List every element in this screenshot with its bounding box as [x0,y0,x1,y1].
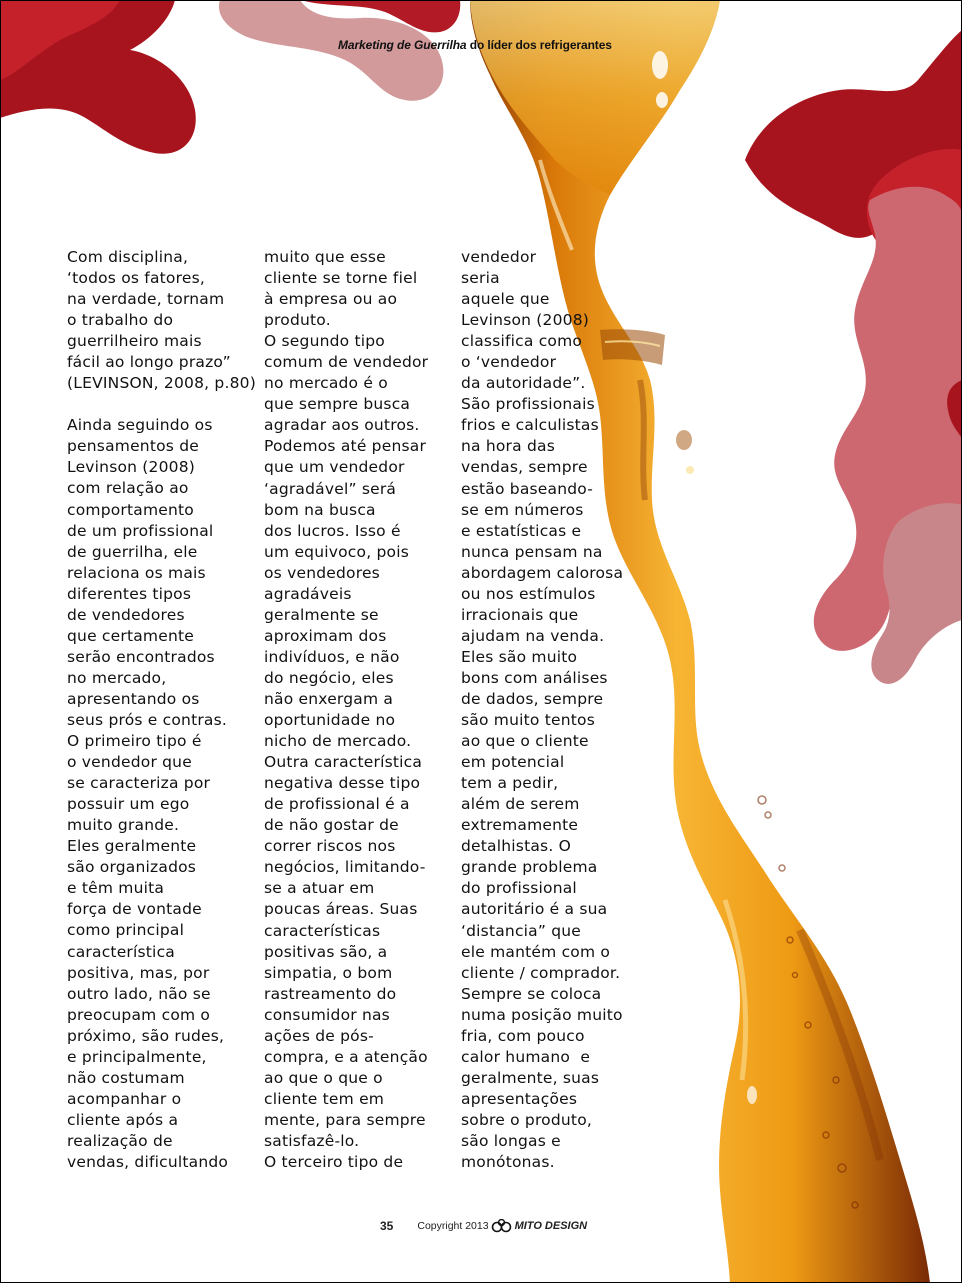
text-line: positivas são, a [264,942,388,961]
text-line: detalhistas. O [461,837,571,856]
text-line: bons com análises [461,668,608,687]
text-line: são organizados [67,858,197,877]
text-line: que certamente [67,626,195,645]
text-line: vendas, sempre [461,458,588,477]
text-line: bom na busca [264,500,376,519]
text-line: Com disciplina, [67,248,189,266]
text-line: fácil ao longo prazo” [67,353,231,372]
text-line: agradáveis [264,584,352,603]
text-line: O terceiro tipo de [264,1153,404,1172]
text-line: de não gostar de [264,816,399,835]
text-line: fria, com pouco [461,1026,585,1045]
text-line: cliente / comprador. [461,963,621,982]
text-line: Eles geralmente [67,837,197,856]
text-line: e têm muita [67,879,165,898]
text-line: Ainda seguindo os [67,416,213,435]
text-line: estão baseando- [461,479,594,498]
text-line: próximo, são rudes, [67,1026,225,1045]
text-line: O primeiro tipo é [67,732,202,751]
text-line: Levinson (2008) [67,458,196,477]
text-line: consumidor nas [264,1005,390,1024]
text-line: relaciona os mais [67,563,206,582]
text-line: ele mantém com o [461,942,611,961]
text-line: comportamento [67,500,194,519]
text-line: na verdade, tornam [67,290,225,309]
text-line: geralmente se [264,605,379,624]
text-line: negócios, limitando- [264,858,426,877]
text-line: além de serem [461,795,580,814]
text-line: abordagem calorosa [461,563,624,582]
text-line: realização de [67,1131,173,1150]
text-line: ‘todos os fatores, [67,269,205,288]
text-line: apresentações [461,1089,578,1108]
text-line: ao que o cliente [461,732,589,751]
text-line: compra, e a atenção [264,1047,428,1066]
text-line: Eles são muito [461,647,578,666]
text-line: seus prós e contras. [67,710,228,729]
text-line: característica [67,942,175,961]
text-line: sobre o produto, [461,1110,593,1129]
text-line: comum de vendedor [264,353,429,372]
text-line: monótonas. [461,1153,555,1172]
text-line: (LEVINSON, 2008, p.80) [67,374,256,393]
running-header [338,38,612,52]
text-line: satisfazê-lo. [264,1131,360,1150]
text-line: tem a pedir, [461,774,559,793]
text-line: O segundo tipo [264,332,385,351]
page-footer [380,1219,587,1233]
text-line: no mercado, [67,668,167,687]
text-line: ‘distancia” que [461,921,582,940]
text-line: na hora das [461,437,555,456]
brand-name: MITO DESIGN [514,1220,588,1232]
text-line: do profissional [461,879,577,898]
text-line: o trabalho do [67,311,174,330]
text-line: cliente após a [67,1110,179,1129]
text-line: geralmente, suas [461,1068,600,1087]
article-column-3 [461,247,651,1173]
text-line: grande problema [461,858,598,877]
text-line: de guerrilha, ele [67,542,198,561]
text-line: no mercado é o [264,374,388,393]
text-line: nunca pensam na [461,542,603,561]
header-title-italic: Marketing de Guerrilha [338,38,467,52]
text-line: indivíduos, e não [264,647,400,666]
text-line: preocupam com o [67,1005,211,1024]
text-line: possuir um ego [67,795,190,814]
text-line: ‘agradável” será [264,479,397,498]
text-line: frios e calculistas [461,416,599,435]
text-line: produto. [264,311,331,330]
text-line: negativa desse tipo [264,774,421,793]
text-line: diferentes tipos [67,584,192,603]
text-line: se caracteriza por [67,774,211,793]
text-line: de profissional é a [264,795,410,814]
text-line: em potencial [461,753,565,772]
text-line: e principalmente, [67,1047,207,1066]
text-line: com relação ao [67,479,189,498]
text-line: de um profissional [67,521,214,540]
text-line: da autoridade”. [461,374,586,393]
text-line: apresentando os [67,689,200,708]
text-line: características [264,921,381,940]
text-line: se a atuar em [264,879,375,898]
text-line: Podemos até pensar [264,437,427,456]
text-line: classifica como [461,332,583,351]
red-splash-top-left [0,0,196,154]
copyright-text: Copyright 2013 [417,1220,489,1232]
text-line: irracionais que [461,605,579,624]
text-line: guerrilheiro mais [67,332,202,351]
text-line: cliente tem em [264,1089,385,1108]
text-line: muito grande. [67,816,180,835]
text-line: os vendedores [264,563,380,582]
text-line: numa posição muito [461,1005,623,1024]
text-line: oportunidade no [264,711,396,730]
text-line: que sempre busca [264,395,411,414]
text-line: como principal [67,921,185,940]
text-line: simpatia, o bom [264,963,393,982]
text-line: aquele que [461,290,550,309]
text-line: vendedor [461,248,537,266]
text-line: não enxergam a [264,689,394,708]
text-line: o vendedor que [67,753,192,772]
text-line: rastreamento do [264,984,397,1003]
text-line: serão encontrados [67,647,215,666]
text-line: extremamente [461,816,579,835]
text-line: à empresa ou ao [264,290,398,309]
text-line: dos lucros. Isso é [264,521,401,540]
text-line: e estatísticas e [461,521,582,540]
text-line: correr riscos nos [264,837,396,856]
text-line: se em números [461,500,584,519]
text-line: um equivoco, pois [264,542,409,561]
text-line: cliente se torne fiel [264,269,418,288]
text-line: Levinson (2008) [461,311,590,330]
text-line: agradar aos outros. [264,416,420,435]
text-line: calor humano e [461,1047,591,1066]
text-line: muito que esse [264,248,386,266]
text-line: São profissionais [461,395,595,414]
text-line: autoritário é a sua [461,900,608,919]
header-title-rest: do líder dos refrigerantes [466,38,612,52]
text-line: são muito tentos [461,711,595,730]
text-line: não costumam [67,1068,185,1087]
text-line: Outra característica [264,753,423,772]
text-line: nicho de mercado. [264,732,412,751]
text-line: vendas, dificultando [67,1152,229,1171]
paragraph-gap [67,394,257,415]
text-line: do negócio, eles [264,668,394,687]
article-column-2 [264,247,454,1173]
text-line: de dados, sempre [461,689,604,708]
text-line: ações de pós- [264,1026,374,1045]
text-line: positiva, mas, por [67,963,210,982]
text-line: força de vontade [67,900,202,919]
text-line: outro lado, não se [67,984,211,1003]
text-line: aproximam dos [264,626,387,645]
text-line: seria [461,269,500,288]
page-number: 35 [380,1219,394,1233]
text-line: ajudam na venda. [461,626,605,645]
text-line: de vendedores [67,605,185,624]
text-line: ou nos estímulos [461,584,596,603]
text-line: mente, para sempre [264,1110,426,1129]
text-line: são longas e [461,1131,561,1150]
mito-design-logo-icon [491,1219,513,1233]
text-line: que um vendedor [264,458,405,477]
text-line: pensamentos de [67,437,199,456]
text-line: poucas áreas. Suas [264,900,418,919]
text-line: Sempre se coloca [461,984,602,1003]
text-line: acompanhar o [67,1089,182,1108]
red-splash-right [745,30,962,684]
text-line: ao que o que o [264,1068,383,1087]
text-line: o ‘vendedor [461,353,557,372]
article-column-1 [67,247,257,1173]
